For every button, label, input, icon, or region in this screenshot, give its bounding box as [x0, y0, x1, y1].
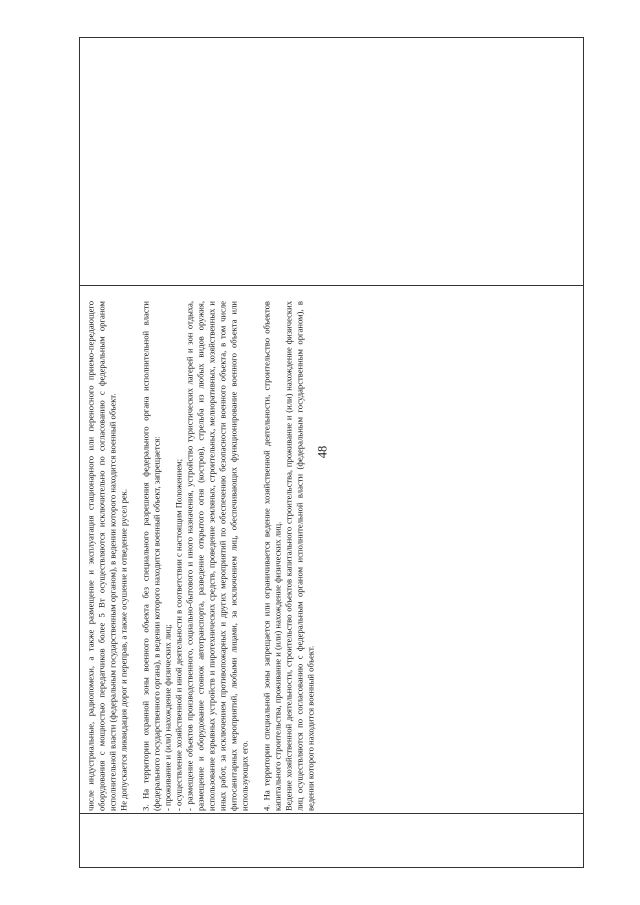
paragraph-gap: [251, 301, 262, 811]
item-3-list-item: - размещение объектов производственного, социально-бытового и иного назначения, устройство туристических лагерей и зон отдыха, размещение и оборудование стоянок автотранспорта, разведение открытого огня (костров), стрельба из любых видов оружия, использование взрывных устройств и пиротехнических средств, проведение земляных, строительных, мелиоративных, хозяйственных и иных работ, за исключением противопожарных и других мероприятий по обеспечению безопасности военного объекта, в том числе фитосанитарных мероприятий, любыми лицами, за исключением лиц, обеспечивающих функционирование военного объекта или использующих его.: [184, 301, 250, 811]
item-3-list-item: - осуществление хозяйственной и иной деятельности в соответствии с настоящим Положением;: [173, 459, 184, 811]
continuation-paragraph: Не допускается ликвидация дорог и переправ, а также осушение и отведение русел рек.: [118, 488, 129, 811]
item-3-paragraph: 3. На территории охранной зоны военного объекта без специального разрешения федерального органа исполнительной власти (федерального государственного органа), в ведении которого находится военный объект, запрещается:: [140, 301, 162, 811]
table-row-divider: [80, 285, 583, 286]
item-4-paragraph: Ведение хозяйственной деятельности, строительство объектов капитального строительства, проживание и (или) нахождение физических лиц осуществляются по согласованию с федеральным органом исполнительной власти (федеральным государственным органом), в ведении которого находится военный объект.: [283, 301, 316, 811]
table-text-cell: [84, 295, 581, 817]
page-number-text: 48: [315, 445, 330, 459]
continuation-paragraph: числе индустриальные, радиопомехи, а также размещение и эксплуатация стационарного или переносного приемо-передающего оборудования с мощностью передатчиков более 5 Вт осуществляются исключительно по согласованию с федеральным органом исполнительной власти (федеральным государственным органом), в ведении которого находится военный объект.: [85, 301, 118, 811]
item-3-list-item: - проживание и (или) нахождение физических лиц;: [162, 624, 173, 811]
paragraph-gap: [130, 301, 141, 811]
document-table: [79, 37, 584, 868]
item-4-paragraph: 4. На территории специальной зоны запрещается или ограничивается ведение хозяйственной деятельности, строительство объектов капитального строительства, проживание и (или) нахождение физических лиц.: [261, 301, 283, 811]
